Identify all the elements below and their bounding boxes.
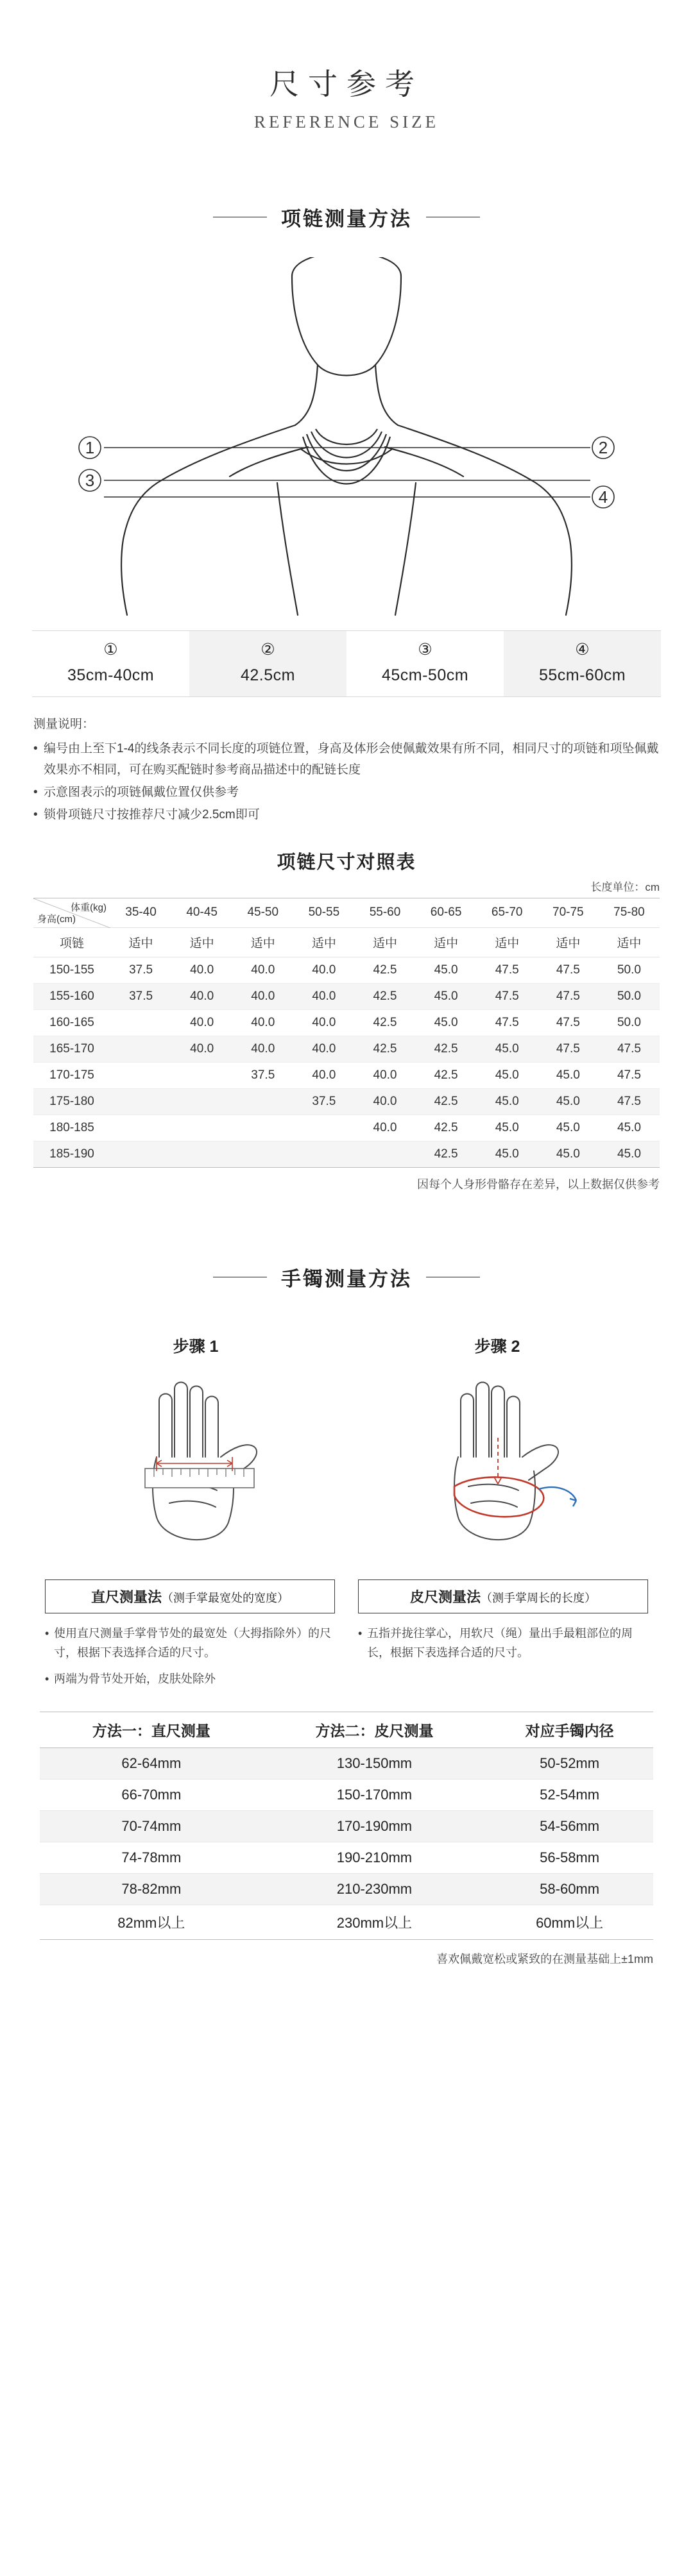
row-cell: 42.5 (416, 1141, 477, 1167)
row-cell: 47.5 (538, 1036, 599, 1062)
necklace-size-table (33, 898, 660, 1168)
table-row (33, 1036, 660, 1062)
row-cell: 54-56mm (486, 1811, 653, 1842)
svg-text:2: 2 (598, 438, 608, 457)
subheader-cell: 适中 (416, 927, 477, 957)
row-cell (171, 1141, 232, 1167)
row-cell: 40.0 (354, 1088, 415, 1115)
row-cell: 40.0 (232, 983, 293, 1009)
weight-col-header: 75-80 (599, 898, 660, 927)
length-marker-3: ③ (418, 641, 432, 659)
row-cell (171, 1088, 232, 1115)
row-height: 150-155 (33, 957, 110, 983)
subheader-cell: 适中 (110, 927, 171, 957)
necklace-notes (33, 714, 660, 825)
row-cell (110, 1141, 171, 1167)
row-cell: 82mm以上 (40, 1905, 263, 1940)
row-cell: 45.0 (477, 1141, 538, 1167)
necklace-section-title-text: 项链测量方法 (281, 208, 412, 230)
step-2-illustration (391, 1361, 603, 1572)
row-cell: 40.0 (171, 1009, 232, 1036)
row-cell: 47.5 (538, 983, 599, 1009)
row-cell: 47.5 (477, 957, 538, 983)
row-cell: 45.0 (416, 983, 477, 1009)
table-row (33, 1115, 660, 1141)
row-cell: 50-52mm (486, 1748, 653, 1780)
row-height: 165-170 (33, 1036, 110, 1062)
table-row (40, 1874, 653, 1905)
length-marker-4: ④ (575, 641, 590, 659)
row-cell: 45.0 (599, 1141, 660, 1167)
row-height: 185-190 (33, 1141, 110, 1167)
row-cell: 42.5 (416, 1088, 477, 1115)
row-cell: 47.5 (599, 1088, 660, 1115)
bracelet-section-title (141, 1263, 552, 1292)
row-cell (110, 1062, 171, 1088)
step-1-illustration (90, 1361, 302, 1572)
row-cell: 42.5 (354, 1036, 415, 1062)
row-cell: 78-82mm (40, 1874, 263, 1905)
svg-text:4: 4 (598, 487, 608, 507)
row-cell: 45.0 (538, 1141, 599, 1167)
row-cell: 40.0 (293, 957, 354, 983)
row-height: 170-175 (33, 1062, 110, 1088)
note-item: • 锁骨项链尺寸按推荐尺寸减少2.5cm即可 (33, 804, 660, 825)
row-cell: 42.5 (416, 1115, 477, 1141)
table-row (40, 1842, 653, 1874)
table-row (33, 957, 660, 983)
row-cell: 40.0 (171, 983, 232, 1009)
corner-weight-label: 体重(kg) (71, 902, 107, 913)
row-cell: 50.0 (599, 983, 660, 1009)
row-cell (232, 1115, 293, 1141)
row-cell: 37.5 (110, 957, 171, 983)
row-cell: 45.0 (538, 1062, 599, 1088)
row-cell: 45.0 (477, 1088, 538, 1115)
row-cell (293, 1141, 354, 1167)
row-cell: 58-60mm (486, 1874, 653, 1905)
method-note: • 五指并拢往掌心，用软尺（绳）量出手最粗部位的周长，根据下表选择合适的尺寸。 (358, 1624, 648, 1663)
subheader-cell: 适中 (293, 927, 354, 957)
table-row (40, 1811, 653, 1842)
row-cell: 45.0 (538, 1088, 599, 1115)
row-cell: 47.5 (477, 1009, 538, 1036)
weight-col-header: 65-70 (477, 898, 538, 927)
row-cell: 52-54mm (486, 1780, 653, 1811)
table-row (40, 1748, 653, 1780)
method-box-ruler-title: 直尺测量法 (90, 1588, 162, 1605)
row-cell: 50.0 (599, 1009, 660, 1036)
row-cell: 47.5 (599, 1036, 660, 1062)
row-cell: 47.5 (538, 1009, 599, 1036)
row-cell: 45.0 (416, 957, 477, 983)
weight-col-header: 45-50 (232, 898, 293, 927)
weight-col-header: 55-60 (354, 898, 415, 927)
note-item: • 示意图表示的项链佩戴位置仅供参考 (33, 782, 660, 803)
row-cell: 60mm以上 (486, 1905, 653, 1940)
method-notes-left (45, 1624, 335, 1696)
table-subheader-row (33, 927, 660, 957)
length-cell-4 (504, 631, 661, 696)
row-cell: 210-230mm (263, 1874, 486, 1905)
row-cell: 230mm以上 (263, 1905, 486, 1940)
subheader-cell: 适中 (538, 927, 599, 957)
weight-col-header: 40-45 (171, 898, 232, 927)
length-marker-2: ② (261, 641, 275, 659)
row-cell: 190-210mm (263, 1842, 486, 1874)
row-cell: 37.5 (293, 1088, 354, 1115)
bracelet-step-1 (74, 1334, 318, 1576)
bracelet-method-notes (0, 1624, 693, 1696)
row-cell: 40.0 (354, 1062, 415, 1088)
necklace-table-title: 项链尺寸对照表 (277, 852, 416, 873)
bracelet-col-header: 方法二：皮尺测量 (263, 1712, 486, 1748)
row-cell: 45.0 (416, 1009, 477, 1036)
page-title: 尺寸参考 (270, 68, 424, 101)
row-cell: 47.5 (538, 957, 599, 983)
row-height: 160-165 (33, 1009, 110, 1036)
row-cell: 47.5 (599, 1062, 660, 1088)
subheader-cell: 适中 (599, 927, 660, 957)
row-cell: 40.0 (171, 957, 232, 983)
row-cell: 42.5 (416, 1036, 477, 1062)
subheader-cell: 适中 (232, 927, 293, 957)
row-cell: 45.0 (477, 1062, 538, 1088)
notes-label: 测量说明： (33, 718, 95, 732)
row-cell: 170-190mm (263, 1811, 486, 1842)
method-box-tape-desc: （测手掌周长的长度） (481, 1591, 596, 1604)
necklace-table-unit: 长度单位：cm (590, 880, 660, 893)
length-cell-2 (189, 631, 346, 696)
bracelet-col-header: 对应手镯内径 (486, 1712, 653, 1748)
table-row (33, 1062, 660, 1088)
length-value-3: 45cm-50cm (381, 666, 469, 685)
table-row (33, 983, 660, 1009)
method-notes-right (358, 1624, 648, 1696)
row-cell: 42.5 (354, 957, 415, 983)
length-value-1: 35cm-40cm (67, 666, 155, 685)
row-cell: 45.0 (538, 1115, 599, 1141)
table-row (33, 1009, 660, 1036)
length-cell-1 (32, 631, 189, 696)
subheader-cell: 适中 (477, 927, 538, 957)
table-row (40, 1780, 653, 1811)
bracelet-section-title-text: 手镯测量方法 (281, 1267, 412, 1290)
row-cell: 47.5 (477, 983, 538, 1009)
svg-text:3: 3 (85, 471, 95, 490)
necklace-length-band (32, 630, 661, 697)
table-row (40, 1905, 653, 1940)
row-cell: 40.0 (293, 1062, 354, 1088)
bracelet-method-boxes (0, 1579, 693, 1613)
row-cell: 45.0 (477, 1115, 538, 1141)
row-cell: 40.0 (232, 957, 293, 983)
row-cell: 70-74mm (40, 1811, 263, 1842)
row-cell: 42.5 (354, 983, 415, 1009)
row-cell (232, 1088, 293, 1115)
row-cell (110, 1115, 171, 1141)
bracelet-size-table (40, 1712, 653, 1940)
row-cell (171, 1115, 232, 1141)
necklace-illustration (0, 257, 693, 616)
row-cell: 40.0 (171, 1036, 232, 1062)
row-height: 175-180 (33, 1088, 110, 1115)
table-row (33, 1141, 660, 1167)
notes-list (33, 738, 660, 826)
row-cell (354, 1141, 415, 1167)
length-cell-3 (346, 631, 504, 696)
bracelet-step-2 (375, 1334, 619, 1576)
row-cell (171, 1062, 232, 1088)
necklace-table-footnote: 因每个人身形骨骼存在差异，以上数据仅供参考 (417, 1177, 660, 1191)
row-cell: 42.5 (354, 1009, 415, 1036)
table-corner-cell (33, 898, 110, 927)
row-cell: 40.0 (354, 1115, 415, 1141)
row-cell: 42.5 (416, 1062, 477, 1088)
page-header (0, 0, 693, 132)
step-2-caption: 步骤 2 (474, 1337, 520, 1356)
row-cell: 56-58mm (486, 1842, 653, 1874)
row-cell: 50.0 (599, 957, 660, 983)
weight-col-header: 35-40 (110, 898, 171, 927)
weight-col-header: 60-65 (416, 898, 477, 927)
note-item: • 编号由上至下1-4的线条表示不同长度的项链位置，身高及体形会使佩戴效果有所不同，相同尺寸的项链和项坠佩戴效果亦不相同，可在购买配链时参考商品描述中的配链长度 (33, 738, 660, 781)
bracelet-steps (0, 1334, 693, 1576)
row-cell: 150-170mm (263, 1780, 486, 1811)
subheader-label: 项链 (33, 927, 110, 957)
row-cell: 40.0 (232, 1009, 293, 1036)
table-header-row (33, 898, 660, 927)
method-note: • 两端为骨节处开始，皮肤处除外 (45, 1669, 335, 1689)
row-height: 155-160 (33, 983, 110, 1009)
subheader-cell: 适中 (171, 927, 232, 957)
subheader-cell: 适中 (354, 927, 415, 957)
method-box-ruler-desc: （测手掌最宽处的宽度） (162, 1591, 289, 1604)
bracelet-col-header: 方法一：直尺测量 (40, 1712, 263, 1748)
length-value-4: 55cm-60cm (538, 666, 626, 685)
row-cell: 45.0 (477, 1036, 538, 1062)
method-box-tape-title: 皮尺测量法 (409, 1588, 481, 1605)
bracelet-tail-note: 喜欢佩戴宽松或紧致的在测量基础上±1mm (436, 1953, 653, 1966)
length-value-2: 42.5cm (241, 666, 295, 685)
row-cell: 37.5 (232, 1062, 293, 1088)
row-cell: 40.0 (232, 1036, 293, 1062)
table-header-row (40, 1712, 653, 1748)
length-marker-1: ① (103, 641, 118, 659)
row-cell: 37.5 (110, 983, 171, 1009)
row-cell: 40.0 (293, 983, 354, 1009)
svg-text:1: 1 (85, 438, 95, 457)
corner-height-label: 身高(cm) (37, 913, 76, 925)
row-cell (110, 1088, 171, 1115)
weight-col-header: 50-55 (293, 898, 354, 927)
method-note: • 使用直尺测量手掌骨节处的最宽处（大拇指除外）的尺寸，根据下表选择合适的尺寸。 (45, 1624, 335, 1663)
row-cell: 45.0 (599, 1115, 660, 1141)
method-box-tape (358, 1579, 648, 1613)
row-cell (293, 1115, 354, 1141)
row-cell: 74-78mm (40, 1842, 263, 1874)
row-cell (110, 1036, 171, 1062)
row-cell: 40.0 (293, 1036, 354, 1062)
row-cell: 62-64mm (40, 1748, 263, 1780)
weight-col-header: 70-75 (538, 898, 599, 927)
page-subtitle: REFERENCE SIZE (253, 112, 440, 131)
row-height: 180-185 (33, 1115, 110, 1141)
row-cell: 40.0 (293, 1009, 354, 1036)
step-1-caption: 步骤 1 (173, 1337, 219, 1356)
necklace-section-title (141, 203, 552, 232)
row-cell: 130-150mm (263, 1748, 486, 1780)
row-cell (110, 1009, 171, 1036)
row-cell (232, 1141, 293, 1167)
row-cell: 66-70mm (40, 1780, 263, 1811)
table-row (33, 1088, 660, 1115)
method-box-ruler (45, 1579, 335, 1613)
